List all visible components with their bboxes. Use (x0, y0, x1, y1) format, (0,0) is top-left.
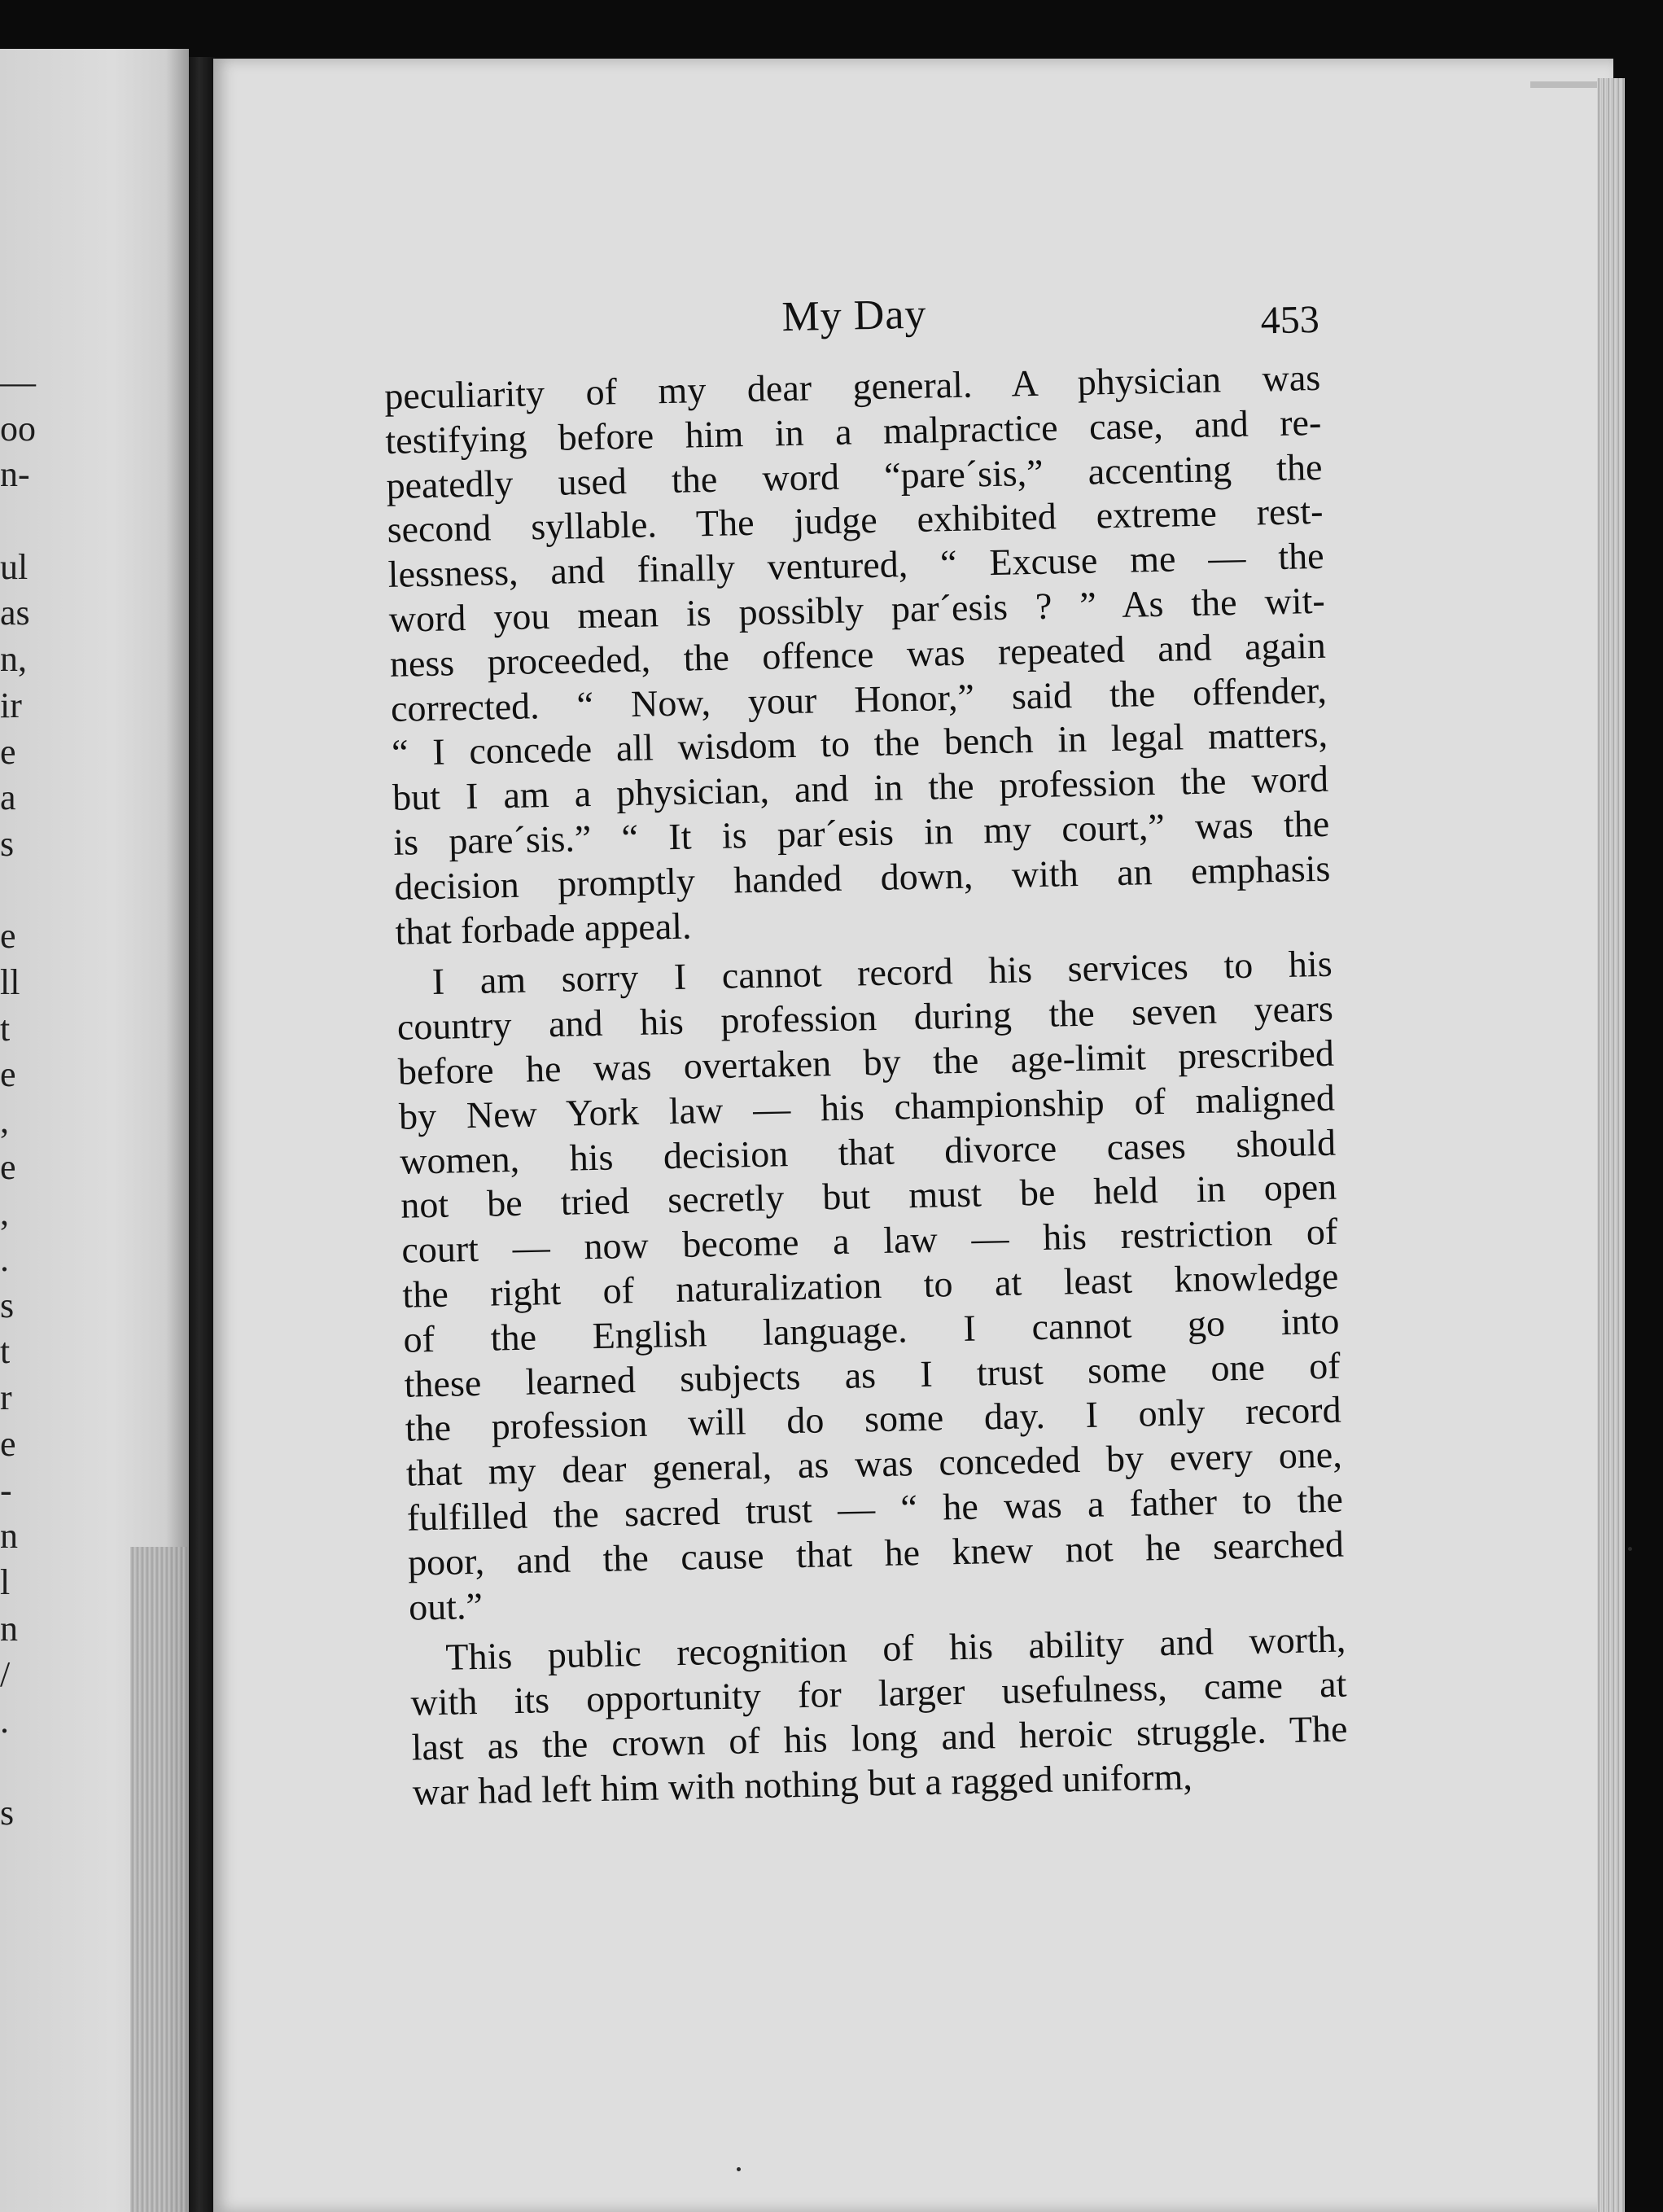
text-line: peculiarity of my dear general. A physician was (383, 356, 1321, 417)
text-line: the right of naturalization to at least knowledge (401, 1255, 1339, 1316)
fragment-line: e (0, 1146, 16, 1187)
fragment-line: — (0, 362, 36, 402)
text-line: but I am a physician, and in the profession the word (392, 757, 1329, 819)
text-line: “ I concede all wisdom to the bench in legal matters, (391, 713, 1328, 774)
fragment-line: / (0, 1654, 11, 1695)
previous-page-text-fragments (0, 360, 36, 1837)
paragraph (396, 942, 1345, 1630)
text-line: word you mean is possibly par´esis ? ” As the wit- (388, 579, 1326, 640)
fragment-line (0, 868, 21, 914)
text-line: that forbade appeal. (395, 905, 692, 953)
fragment-line: , (0, 1193, 9, 1233)
page-stack-edges (1597, 78, 1625, 2212)
fragment-line: r (0, 1378, 12, 1418)
text-line: that my dear general, as was conceded by every one, (405, 1433, 1343, 1494)
fragment-line: ll (0, 961, 20, 1002)
text-line: war had left him with nothing but a ragged uniform, (412, 1755, 1193, 1813)
margin-speck (1628, 1547, 1632, 1551)
text-line: by New York law — his championship of maligned (398, 1076, 1336, 1137)
fragment-line: oo (0, 408, 36, 449)
margin-speck (737, 2167, 741, 2171)
fragment-line: n (0, 1516, 18, 1557)
fragment-line: a (0, 777, 16, 818)
paragraph (409, 1618, 1349, 1815)
text-line: I am sorry I cannot record his services to his (431, 943, 1333, 1003)
text-line: before he was overtaken by the age-limit prescribed (397, 1032, 1335, 1093)
fragment-line: s (0, 1793, 15, 1833)
fragment-line: e (0, 916, 16, 957)
text-line: fulfilled the sacred trust — “ he was a father to the (406, 1478, 1344, 1539)
fragment-line: . (0, 1239, 9, 1280)
fragment-line (0, 498, 21, 545)
fragment-line: e (0, 1423, 16, 1464)
text-line: testifying before him in a malpractice case, and re- (384, 401, 1322, 462)
text-line: second syllable. The judge exhibited extreme rest- (387, 490, 1324, 551)
text-line: country and his profession during the seven years (396, 987, 1334, 1048)
text-line: is pare´sis.” “ It is par´esis in my court,” was the (392, 802, 1330, 863)
fragment-line: ir (0, 685, 22, 725)
text-line: women, his decision that divorce cases should (399, 1121, 1337, 1182)
text-line: of the English language. I cannot go into (403, 1299, 1340, 1360)
previous-page-edges (130, 1547, 187, 2212)
fragment-line: ul (0, 546, 28, 587)
text-line: last as the crown of his long and heroic struggle. The (411, 1707, 1348, 1768)
fragment-line: s (0, 1285, 15, 1325)
text-line: the profession will do some day. I only record (405, 1388, 1342, 1450)
fragment-line: t (0, 1008, 11, 1049)
text-line: ness proceeded, the offence was repeated and again (389, 624, 1327, 685)
text-line: decision promptly handed down, with an emphasis (393, 847, 1331, 908)
running-head-title: My Day (781, 291, 927, 341)
fragment-line: e (0, 731, 16, 772)
text-line: This public recognition of his ability and worth, (444, 1618, 1346, 1679)
fragment-line: n- (0, 454, 30, 495)
text-line: poor, and the cause that he knew not he searched (407, 1522, 1345, 1583)
fragment-line: , (0, 1101, 9, 1141)
text-line: out.” (408, 1584, 484, 1628)
fragment-line: t (0, 1331, 11, 1372)
fragment-line (0, 1745, 21, 1791)
fragment-line: s (0, 823, 15, 864)
fragment-line: n, (0, 639, 27, 680)
fragment-line: e (0, 1054, 16, 1095)
text-line: lessness, and finally ventured, “ Excuse me — the (387, 535, 1325, 596)
text-line: these learned subjects as I trust some one of (404, 1344, 1341, 1405)
book-gutter (189, 57, 215, 2212)
page-text-block (383, 283, 1349, 1815)
fragment-line: l (0, 1562, 11, 1602)
text-line: court — now become a law — his restriction of (400, 1210, 1338, 1271)
text-line: with its opportunity for larger usefulness, came at (410, 1662, 1347, 1724)
page-number: 453 (1260, 297, 1320, 343)
fragment-line: - (0, 1470, 12, 1510)
fragment-line: as (0, 593, 30, 633)
fragment-line: n (0, 1608, 18, 1649)
body-text (384, 356, 1349, 1815)
fragment-line: . (0, 1700, 9, 1741)
text-line: not be tried secretly but must be held in open (400, 1166, 1337, 1227)
text-line: peatedly used the word “pare´sis,” accenting the (386, 445, 1323, 506)
paragraph (384, 356, 1332, 954)
text-line: corrected. “ Now, your Honor,” said the offender, (390, 668, 1328, 729)
